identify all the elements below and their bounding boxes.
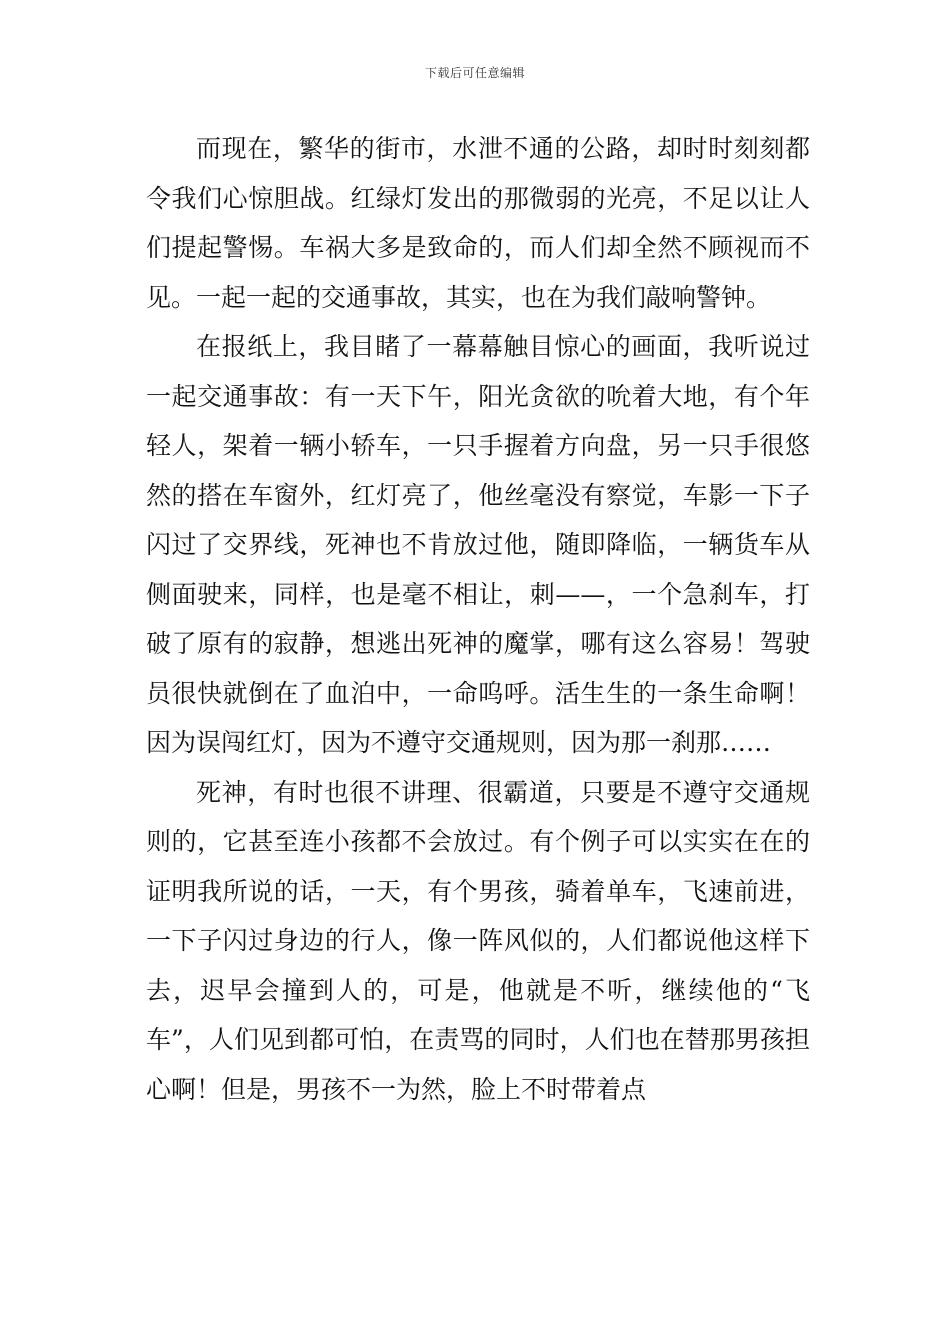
paragraph-3: 死神，有时也很不讲理、很霸道，只要是不遵守交通规则的，它甚至连小孩都不会放过。有个例子可以实实在在的证明我所说的话，一天，有个男孩，骑着单车，飞速前进，一下子闪过身边的行人，像一阵风似的，人们都说他这样下去，迟早会撞到人的，可是，他就是不听，继续他的“飞车”，人们见到都可怕，在责骂的同时，人们也在替那男孩担心啊！但是，男孩不一为然，脸上不时带着点 [146, 777, 810, 1104]
document-body [146, 124, 810, 1114]
paragraph-2: 在报纸上，我目睹了一幕幕触目惊心的画面，我听说过一起交通事故：有一天下午，阳光贪欲的吮着大地，有个年轻人，架着一辆小轿车，一只手握着方向盘，另一只手很悠然的搭在车窗外，红灯亮了，他丝毫没有察觉，车影一下子闪过了交界线，死神也不肯放过他，随即降临，一辆货车从侧面驶来，同样，也是毫不相让，刺——，一个急刹车，打破了原有的寂静，想逃出死神的魔掌，哪有这么容易！驾驶员很快就倒在了血泊中，一命呜呼。活生生的一条生命啊！因为误闯红灯，因为不遵守交通规则，因为那一刹那…… [146, 332, 810, 757]
paragraph-1: 而现在，繁华的街市，水泄不通的公路，却时时刻刻都令我们心惊胆战。红绿灯发出的那微弱的光亮，不足以让人们提起警惕。车祸大多是致命的，而人们却全然不顾视而不见。一起一起的交通事故，其实，也在为我们敲响警钟。 [146, 134, 810, 312]
page-header: 下载后可任意编辑 [424, 66, 525, 80]
